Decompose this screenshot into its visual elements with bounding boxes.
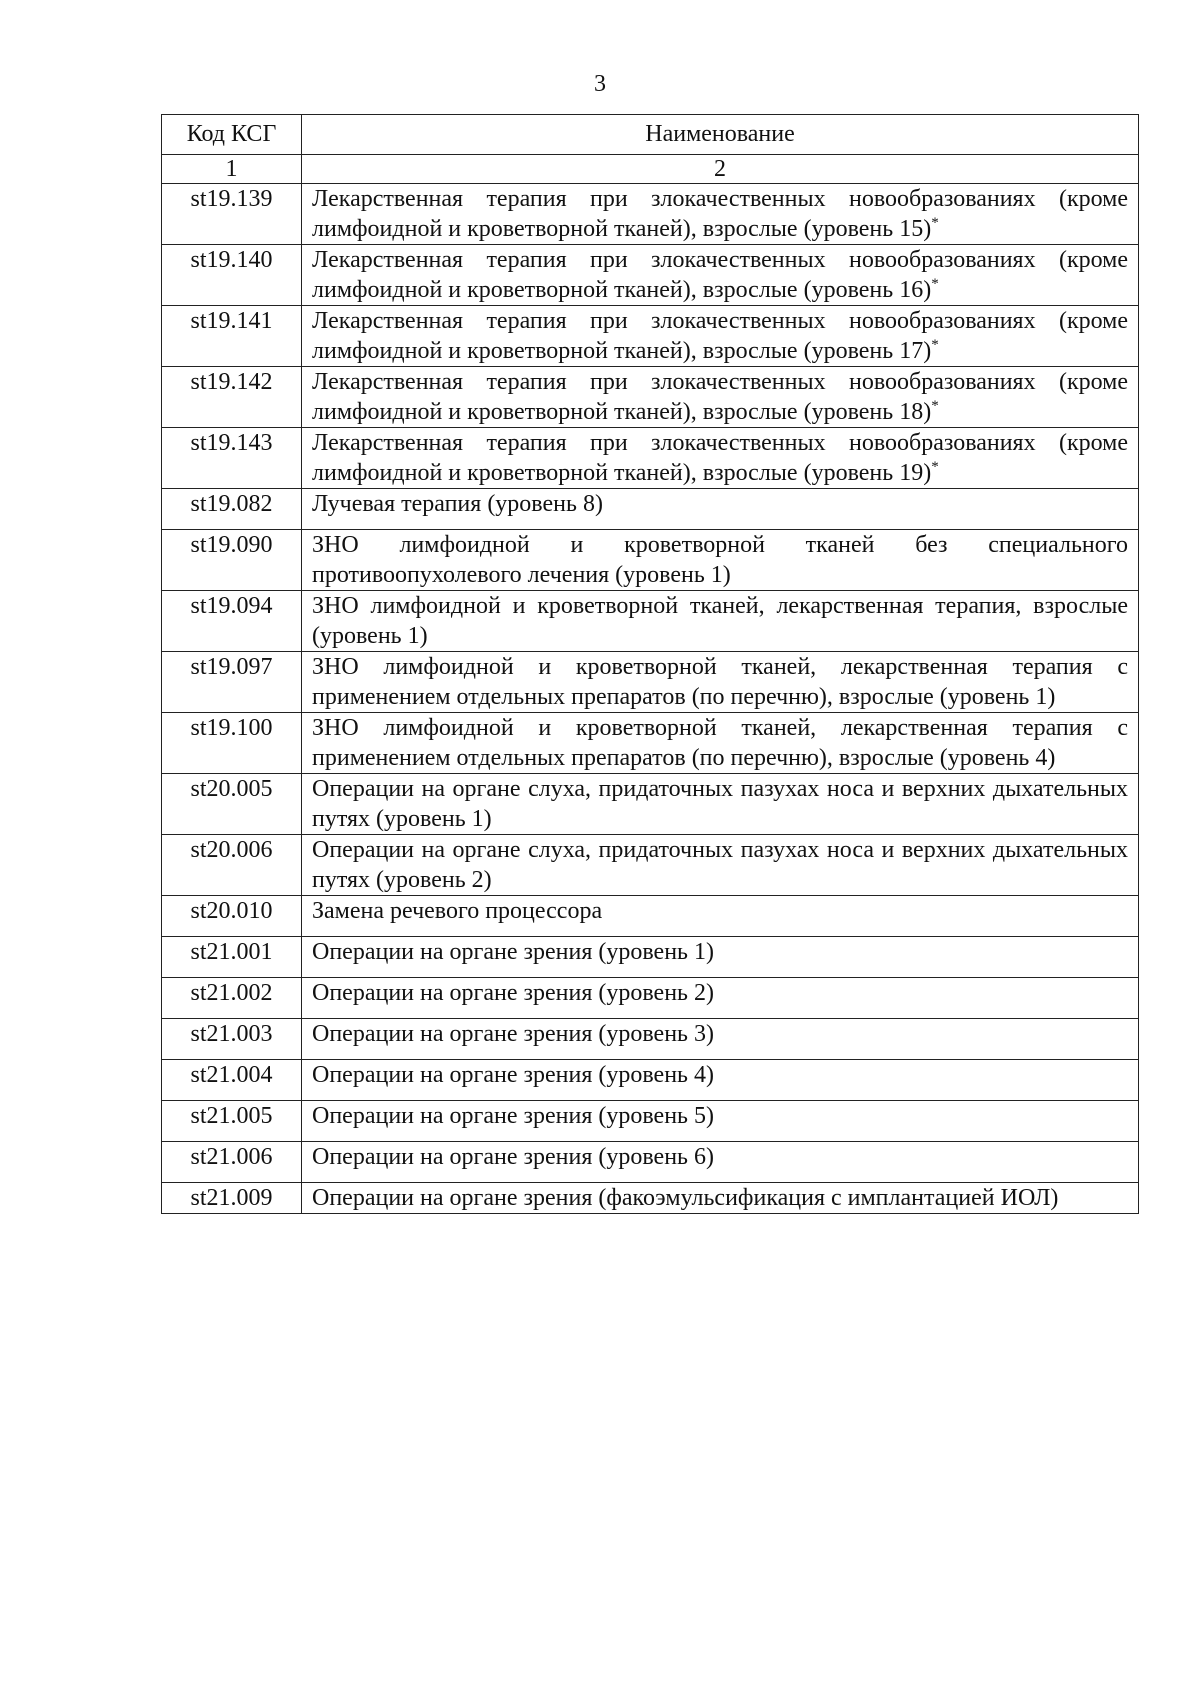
ksg-code-cell: st21.006	[162, 1142, 302, 1183]
table-row	[162, 367, 1139, 428]
table-row	[162, 591, 1139, 652]
footnote-mark: *	[931, 337, 939, 353]
column-number-name: 2	[302, 155, 1139, 184]
table-row	[162, 937, 1139, 978]
table-row	[162, 1142, 1139, 1183]
table-body	[162, 184, 1139, 1214]
footnote-mark: *	[931, 398, 939, 414]
ksg-code-cell: st19.143	[162, 428, 302, 489]
table-row	[162, 489, 1139, 530]
ksg-code-cell: st19.097	[162, 652, 302, 713]
ksg-code-cell: st19.142	[162, 367, 302, 428]
ksg-name-cell	[302, 245, 1139, 306]
ksg-name-cell	[302, 184, 1139, 245]
ksg-name-cell	[302, 978, 1139, 1019]
ksg-name-text: Операции на органе зрения (факоэмульсификация с имплантацией ИОЛ)	[312, 1185, 1059, 1211]
ksg-name-cell	[302, 1101, 1139, 1142]
ksg-code-cell: st19.094	[162, 591, 302, 652]
ksg-code-cell: st21.003	[162, 1019, 302, 1060]
ksg-name-text: Операции на органе зрения (уровень 3)	[312, 1021, 714, 1047]
ksg-name-cell	[302, 489, 1139, 530]
ksg-code-cell: st21.004	[162, 1060, 302, 1101]
ksg-name-text: Лекарственная терапия при злокачественных новообразованиях (кроме лимфоидной и кроветворной тканей), взрослые (уровень 15)	[312, 186, 1128, 242]
table-header-row	[162, 115, 1139, 155]
table-row	[162, 896, 1139, 937]
ksg-code-cell: st19.139	[162, 184, 302, 245]
ksg-name-cell	[302, 1019, 1139, 1060]
footnote-mark: *	[931, 459, 939, 475]
ksg-name-cell	[302, 1142, 1139, 1183]
column-number-code: 1	[162, 155, 302, 184]
ksg-name-cell	[302, 896, 1139, 937]
ksg-name-cell	[302, 937, 1139, 978]
ksg-code-cell: st21.001	[162, 937, 302, 978]
ksg-name-text: Лекарственная терапия при злокачественных новообразованиях (кроме лимфоидной и кроветворной тканей), взрослые (уровень 16)	[312, 247, 1128, 303]
ksg-name-text: Операции на органе зрения (уровень 1)	[312, 939, 714, 965]
ksg-name-cell	[302, 1183, 1139, 1214]
table-row	[162, 835, 1139, 896]
page-number: 3	[594, 71, 606, 97]
ksg-name-text: Операции на органе зрения (уровень 5)	[312, 1103, 714, 1129]
table-row	[162, 428, 1139, 489]
footnote-mark: *	[931, 215, 939, 231]
ksg-code-cell: st20.010	[162, 896, 302, 937]
column-number-row	[162, 155, 1139, 184]
table-row	[162, 774, 1139, 835]
ksg-code-cell: st19.090	[162, 530, 302, 591]
ksg-name-text: ЗНО лимфоидной и кроветворной тканей, лекарственная терапия с применением отдельных препаратов (по перечню), взрослые (уровень 4)	[312, 715, 1128, 771]
ksg-name-cell	[302, 774, 1139, 835]
ksg-name-text: Лекарственная терапия при злокачественных новообразованиях (кроме лимфоидной и кроветворной тканей), взрослые (уровень 18)	[312, 369, 1128, 425]
ksg-name-text: ЗНО лимфоидной и кроветворной тканей, лекарственная терапия, взрослые (уровень 1)	[312, 593, 1128, 649]
ksg-name-text: Лучевая терапия (уровень 8)	[312, 491, 603, 517]
column-header-name: Наименование	[302, 115, 1139, 155]
ksg-code-cell: st21.005	[162, 1101, 302, 1142]
table-row	[162, 306, 1139, 367]
ksg-code-cell: st19.100	[162, 713, 302, 774]
ksg-code-cell: st20.005	[162, 774, 302, 835]
ksg-name-cell	[302, 591, 1139, 652]
ksg-name-cell	[302, 428, 1139, 489]
ksg-name-cell	[302, 835, 1139, 896]
ksg-name-cell	[302, 1060, 1139, 1101]
ksg-name-text: Лекарственная терапия при злокачественных новообразованиях (кроме лимфоидной и кроветворной тканей), взрослые (уровень 17)	[312, 308, 1128, 364]
ksg-name-text: ЗНО лимфоидной и кроветворной тканей без специального противоопухолевого лечения (уровень 1)	[312, 532, 1128, 588]
ksg-name-text: Операции на органе зрения (уровень 2)	[312, 980, 714, 1006]
ksg-table	[161, 114, 1139, 1214]
table-row	[162, 184, 1139, 245]
ksg-code-cell: st19.141	[162, 306, 302, 367]
ksg-name-text: Замена речевого процессора	[312, 898, 603, 924]
ksg-code-cell: st19.082	[162, 489, 302, 530]
ksg-name-text: Операции на органе слуха, придаточных пазухах носа и верхних дыхательных путях (уровень 1)	[312, 776, 1128, 832]
ksg-name-text: Операции на органе слуха, придаточных пазухах носа и верхних дыхательных путях (уровень 2)	[312, 837, 1128, 893]
ksg-name-text: Операции на органе зрения (уровень 4)	[312, 1062, 714, 1088]
ksg-name-cell	[302, 713, 1139, 774]
ksg-name-cell	[302, 652, 1139, 713]
ksg-code-cell: st19.140	[162, 245, 302, 306]
table-row	[162, 1183, 1139, 1214]
table-row	[162, 1060, 1139, 1101]
table-row	[162, 530, 1139, 591]
table-row	[162, 652, 1139, 713]
column-header-code: Код КСГ	[162, 115, 302, 155]
table-row	[162, 713, 1139, 774]
table-row	[162, 245, 1139, 306]
ksg-name-text: Операции на органе зрения (уровень 6)	[312, 1144, 714, 1170]
ksg-code-cell: st21.002	[162, 978, 302, 1019]
footnote-mark: *	[931, 276, 939, 292]
ksg-name-text: ЗНО лимфоидной и кроветворной тканей, лекарственная терапия с применением отдельных препаратов (по перечню), взрослые (уровень 1)	[312, 654, 1128, 710]
table-row	[162, 1019, 1139, 1060]
table-row	[162, 1101, 1139, 1142]
ksg-code-cell: st20.006	[162, 835, 302, 896]
ksg-name-text: Лекарственная терапия при злокачественных новообразованиях (кроме лимфоидной и кроветворной тканей), взрослые (уровень 19)	[312, 430, 1128, 486]
ksg-name-cell	[302, 367, 1139, 428]
table-row	[162, 978, 1139, 1019]
ksg-name-cell	[302, 530, 1139, 591]
ksg-code-cell: st21.009	[162, 1183, 302, 1214]
ksg-name-cell	[302, 306, 1139, 367]
